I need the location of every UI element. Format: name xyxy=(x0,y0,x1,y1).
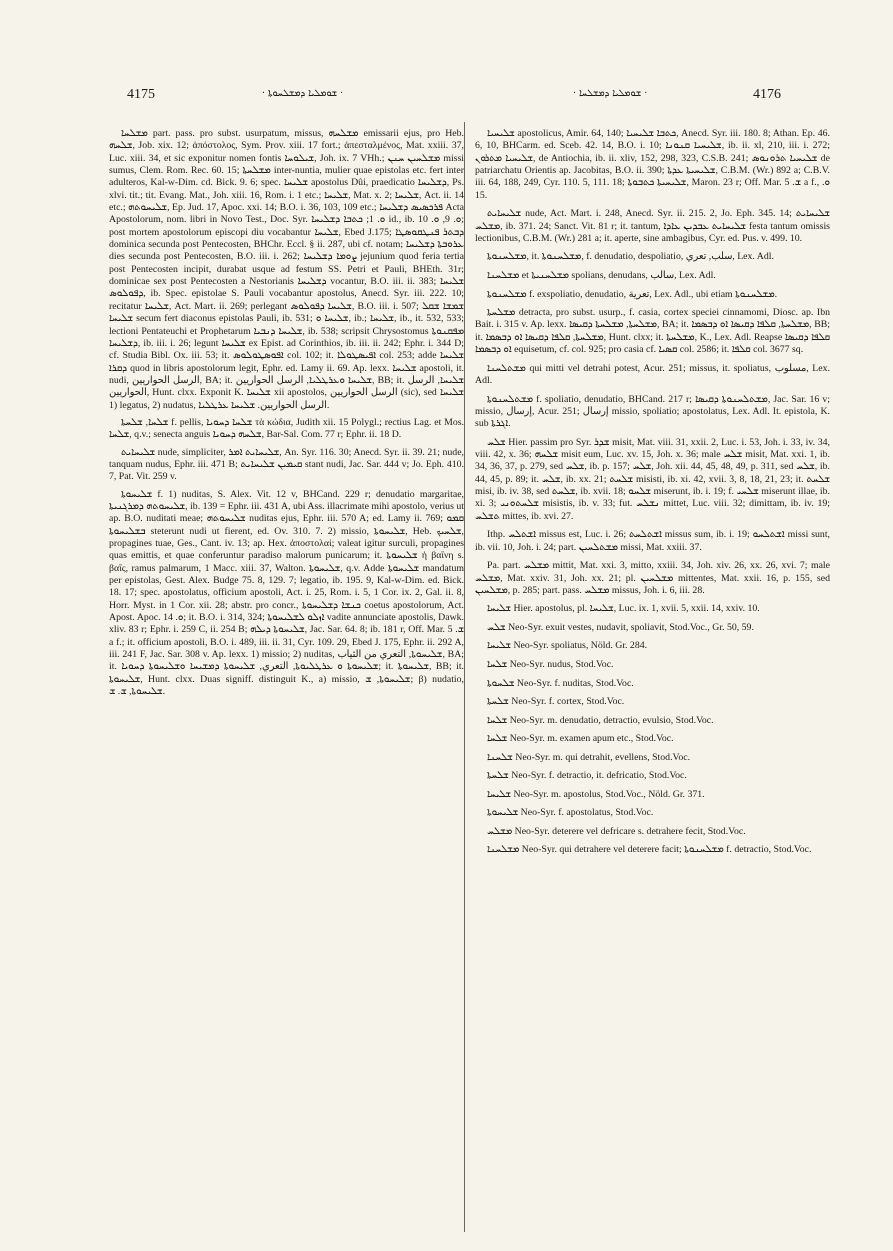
page-header xyxy=(0,0,893,102)
column-divider xyxy=(464,122,465,1232)
entry-paragraph: ܫܠܝܚܐ Hier. apostolus, pl. ܫܠܝܚܐ, Luc. ix. 1, xvii. 5, xxii. 14, xxiv. 10. xyxy=(487,603,760,615)
entry-paragraph: ܫܠܚܬܐ Neo-Syr. f. cortex, Stod.Voc. xyxy=(487,696,625,708)
left-column xyxy=(109,128,464,1233)
entry-paragraph: Ithp. ܐܫܬܠܚ missus est, Luc. i. 26; ܐܫܬܠܚܬ missus sum, ib. i. 19; ܐܫܬܠܚܘ missi sunt, ib. vii. 10, Joh. i. 24; part. ܡܫܬܠܚܝܢ missi, Mat. xxiii. 37. xyxy=(475,529,830,553)
entry-paragraph: ܡܫܬܠܚܢܐ qui mitti vel detrahi potest, Acur. 251; missus, it. spoliatus, مسلوب, Lex. Adl. xyxy=(475,362,830,386)
entry-paragraph: ܫܠܚ Neo-Syr. exuit vestes, nudavit, spoliavit, Stod.Voc., Gr. 50, 59. xyxy=(487,621,754,633)
entry-paragraph: ܡܫܠܚܐ part. pass. pro subst. usurpatum, missus, ܡܫܠܚܗ emissarii ejus, pro Heb. ܫܠܚܗ, Job. xix. 12; ἀπόστολος, Sym. Prov. xiii. 17 fort.; ἀπεσταλμένος, Mat. xxiii. 37, Luc. xiii. 34, et sic exponitur nomen fontis ܫܝܠܘܚܐ, Joh. ix. 7 VHh.; ܡܫܠܚܝܢ ܚܢܢ missi sumus, Clem. Rom. Rec. 60. 15; ܡܫܠܚܬܐ inter-nuntia, mulier quae epistolas etc. fert inter adulteros, Kal-w-Dim. cd. Bick. 9. 6; spec. ܫܠܝܚܐ apostolus Dûi, praedicatio ܕܫܠܝܚܐ, Ps. xlvi. tit.; tit. Evang. Mat., Joh. xiii. 16, Rom. i. 1 etc.; ܫܠܝܚܐ, Mat. x. 2; ܫܠܝܚܐ, Act. ii. 14 etc.; ܫܠܝܚܘܬܗ, Ep. Jud. 17, Apoc. xxi. 14; B.O. i. 36, 103, 109 etc.; ܦܪܟܣܝܣ ܕܫܠܝܚܐ Acta Apostolorum, nom. libri in Novo Test., Doc. Syr. ܘ. 1; ܟܬܒܐ ܕܫܠܝܚܐ id., ib. ܘ. 9, ܘ. 10; post mortem apostolorum episcopi diu vocabantur ܫܠܝܚܐ, Ebed J.175; ܕܒܬܪ ܦܢܛܩܘܣܛܐ dominica secunda post Pentecosten, BHChr. Eccl. § ii. 287, ubi cf. notam; ܥܪܘܒܬܐ ܕܫܠܝܚܐ dies secunda post Pentecosten, B.O. iii. i. 262; ܨܘܡܐ ܕܫܠܝܚܐ jejunium quod feria tertia post Pentecosten incipit, durabat usque ad festum SS. Petri et Pauli, BHEth. 31r; dominicae sex post Pentecosten a Nestorianis ܕܫܠܝܚܐ vocantur, B.O. iii. ii. 383; ܫܠܝܚܐ ܕܦܘܠܘܣ, ib. Spec. epistolae S. Pauli vocabantur apostolus, Anecd. Syr. iii. 222. 10; recitatur ܫܠܝܚܐ, Act. Mart. ii. 269; perlegant ܫܠܝܚܐ ܕܦܘܠܘܣ, B.O. iii. i. 507; ܫܡܫܐ ܫܩܠ ܫܠܝܚܐ secum fert diaconus epistolas Pauli, ib. 531; ܫܠܝܚܐ ܘ, ib.; ܫܠܝܚܐ, ib., it. 532, 533; lectioni Pentateuchi et Prophetarum ܫܠܝܚܐ ܕܢܒܝܐ, ib. 538; scripsit Chrysostomus ܡܦܩܢܘܬܐ ܕܫܠܝܚܐ, ib. iii. i. 26; legunt ܫܠܝܚܐ ex Epist. ad Corinthios, ib. iii. ii. 242; Ephr. i. 344 D; cf. Studia Bibl. Ox. iii. 53; it. ܐܦܘܣܛܘܠܘܣ col. 102; it. ܐܦܝܣܛܘܠܐ col. 253; adde ܫܠܝܚܐ ܕܩܪܐ quod in libris apostolorum legit, Ephr. ed. Lamy ii. 69. Ap. lexx. ܫܠܝܚܐ apostoli, it. nudi, الرسل الحواريين, BA; it. ܫܠܝܚܐ ܘܥܪܛܠܝܐ, الرسل الحواريين, BB; it. ܫܠܝܚܐ, الرسل الحواريين, Hunt. clxx. Exponit K. ܫܠܝܚܐ xii apostolos, الرسل الحواريين (sic), sed ܫܠܝܚܐ 1) legatus, 2) nudatus, الرسل الحواريين. ܫܠܝܚܐ ܥܪܛܠܝܐ. xyxy=(109,128,464,411)
entry-paragraph: ܫܠܚܐ Neo-Syr. m. denudatio, detractio, evulsio, Stod.Voc. xyxy=(487,714,714,726)
entry-paragraph: ܡܫܠܚܢܘܬܐ f. exspoliatio, denudatio, تعرية, Lex. Adl., ubi etiam ܡܫܠܚܢܘܬܐ. xyxy=(487,288,778,300)
entry-paragraph: ܫܠܝܚܐܝܬ nude, simpliciter, ܫܠܝܚܐܝܬ ܐܡܪ, An. Syr. 116. 30; Anecd. Syr. ii. 39. 21; nude, tanquam nudus, Ephr. iii. 471 B; ܩܝܡܝܢ ܫܠܝܚܐܝܬ stant nudi, Jac. Sar. 444 v; Jo. Eph. 410. 7, Pat. Vit. 259 v. xyxy=(109,446,464,483)
entry-paragraph: ܫܠܚܘܬܐ Neo-Syr. f. nuditas, Stod.Voc. xyxy=(487,677,634,689)
entry-paragraph: ܫܠܝܚܘܬܐ Neo-Syr. f. apostolatus, Stod.Voc. xyxy=(487,807,654,819)
right-column xyxy=(475,128,830,1233)
page-number-left: 4175 xyxy=(127,87,155,102)
entry-paragraph: ܫܠܝܚܐ Neo-Syr. m. apostolus, Stod.Voc., Nöld. Gr. 371. xyxy=(487,788,705,800)
entry-paragraph: ܫܠܚܐ Neo-Syr. nudus, Stod.Voc. xyxy=(487,659,614,670)
running-head-right: · ܫܘܡܠܝܐ ܕܡܫܠܚܐ · xyxy=(573,88,648,99)
entry-paragraph: ܡܫܠܚܢܐ Neo-Syr. qui detrahere vel deterere facit; ܡܫܠܚܢܘܬܐ f. detractio, Stod.Voc. xyxy=(487,844,812,856)
page-number-right: 4176 xyxy=(753,87,781,102)
entry-paragraph: ܫܠܚܢܐ Neo-Syr. m. qui detrahit, evellens, Stod.Voc. xyxy=(487,751,691,763)
entry-paragraph: ܡܫܠܚܢܐ et ܡܫܠܚܢܝܬܐ spolians, denudans, سالب, Lex. Adl. xyxy=(487,270,716,281)
entry-paragraph: ܡܫܠܚܢܘܬܐ, it. ܡܫܠܚܢܘܬܐ, f. denudatio, despoliatio, سلب, تعري, Lex. Adl. xyxy=(487,251,774,263)
entry-paragraph: ܡܫܠܚܬܐ detracta, pro subst. usurp., f. casia, cortex speciei cinnamomi, Diosc. ap. Ibn Bait. i. 315 v. Ap. lexx. ܡܫܠܚܬܐ, ܡܫܠܚܬܐ ܕܩܝܣܐ, BA; it. ܡܫܠܚܬܐ, ܩܠܦܐ ܕܩܝܣܐ ܐܘ ܕܒܣܡܐ, BB; it. ܡܫܠܚܬܐ, ܩܠܦܐ ܕܩܝܣܐ ܐܘ ܕܒܣܡܐ, Hunt. clxx; it. ܡܫܠܚܬܐ, K., Lex. Adl. Reapse ܩܠܦܐ ܕܩܝܣܐ ܐܘ ܕܒܣܡܐ equisetum, cf. col. 925; pro casia cf. ܩܣܝܐ col. 2586; it. ܩܠܦܐ col. 3677 sq. xyxy=(475,307,830,356)
entry-paragraph: ܫܠܝܚܘܬܐ f. 1) nuditas, S. Alex. Vit. 12 v, BHCand. 229 r; denudatio margaritae, ܫܠܝܚܘܬܗ ܕܡܪܓܢܝܬܐ, ib. 139 = Ephr. iii. 431 A, ubi Ass. illacrimate mihi apostolo, verius ut ap. B.O. nuditati meae; ܫܠܝܚܘܬܗ nuditas ejus, Ephr. iii. 570 A; ed. Lamy ii. 769; ܩܡܘ ܒܫܠܝܚܘܬܐ steterunt nudi ut fierent, ed. Ov. 310. 7. 2) missio, ܫܠܝܚܘܬܐ, Heb. ܫܠܚܝܟ, propagines tuae, Ges., Cant. iv. 13; ap. Hex. ἀποστολαί; valeat igitur surculi, propagines quas emittis, et quae conferuntur paradiso malorum punicarum; it. ܫܠܝܚܘܬܐ ἡ βαΐνη s. βαΐς, ramus palmarum, 1 Macc. xiii. 37, Walton. ܫܠܝܚܘܬܐ, q.v. Adde ܫܠܝܚܘܬܐ mandatum per epistolas, Gest. Alex. Budge 75. 8, 129. 7; legatio, ib. 195. 9, Kal-w-Dim. ed. Bick. 18. 17; spec. apostolatus, officium apostoli, Act. i. 25, Rom. i. 5, 1 Cor. ix. 2, Gal. ii. 8, Horr. Myst. in 1 Cor. xii. 28; abstr. pro concr., ܟܢܫܐ ܕܫܠܝܚܘܬܐ coetus apostolorum, Act. Apost. Apoc. ܘ. 14; it. B.O. i. 314, 324; ܐܙܠܘ ܠܫܠܝܚܘܬܐ vadite annunciate apostolis, Dawk. xliv. 83 r; Ephr. i. 259 C, ii. 254 B; ܫܠܝܚܘܬܐ ܕܝܠܗ, Jac. Sar. 64. 8; ib. 181 r, Off. Mar. ܫ. 5 a f.; it. officium apostoli, B.O. i. 489, iii. ii. 31, Cyr. 109. 29, Ebed J. 175, Ephr. ii. 292 A, iii. 241 F, Jac. Sar. 308 v. Ap. lexx. 1) missio; 2) nuditas, ܫܠܝܚܘܬܐ, التعري من الثياب, BA; it. ܫܠܝܚܘܬܐ ܘ ܥܪܛܠܝܘܬܐ, التعري, ܫܠܝܚܘܬܐ ܕܡܫܝܚܐ ܘܫܠܝܚܘܬܐ ܕܚܘܝܐ; it. ܫܠܝܚܘܬܐ, BB; it. ܫܠܝܚܘܬܐ, Hunt. clxx. Duas signiff. distinguit K., a) missio, ܫܠܝܚܘܬܐ, ܫ; β) nudatio, ܫܠܝܚܘܬܐ, ܫ. ܫ. xyxy=(109,488,464,698)
entry-paragraph: ܫܠܝܚܐ Neo-Syr. spoliatus, Nöld. Gr. 284. xyxy=(487,640,648,652)
entry-paragraph: ܡܫܬܠܚܢܘܬܐ f. spoliatio, denudatio, BHCand. 217 r; ܡܫܬܠܚܢܘܬܐ ܕܩܝܣܐ, Jac. Sar. 16 v; missio, إرسال, Acur. 251; إرسال missio, spoliatio; apostolatus, Lex. Adl. It. epistola, K. sub ܐܓܪܬܐ. xyxy=(475,393,830,430)
entry-paragraph: Pa. part. ܡܫܠܚ mittit, Mat. xxi. 3, mitto, xxiii. 34, Joh. xiv. 26, xx. 26, xvi. 7; male ܡܫܠܚ, Mat. xxiv. 31, Joh. xx. 21; pl. ܡܫܠܚܝܢ mittentes, Mat. xxii. 16, p. 155, sed ܡܫܠܚܝܢ, p. 285; part. pass. ܡܫܠܚ missus, Joh. i. 6, iii. 28. xyxy=(475,560,830,596)
entry-paragraph: ܫܠܚܐ, ܫܠܚܬܐ f. pellis, ܫܠܚܐ ܕܚܘܝܐ τὰ κώδια, Judith xii. 15 Polygl.; rectius Lag. et Mos. ܫܠܚܐ, q.v.; senecta anguis ܫܠܚܗ ܕܚܘܝܐ, Bar-Sal. Com. 77 r; Ephr. ii. 18 D. xyxy=(109,416,464,441)
entry-paragraph: ܫܠܚ Hier. passim pro Syr. ܫܕܪ misit, Mat. viii. 31, xxii. 2, Luc. i. 53, Joh. i. 33, iv. 34, viii. 42, x. 36; ܫܠܚܗ misit eum, Luc. xv. 15, Joh. x. 36; male ܫܠܚ misit, Mat. xxi. 1, ib. 34, 36, 37, p. 279, sed ܫܠܚ, ib. p. 157; ܫܠܚ, Joh. xii. 44, 45, 48, 49, p. 311, sed ܫܠܚ, ib. 44, 45, p. 89; it. ܫܠܚ, ib. xx. 21; ܫܠܚܬ misisti, ib. xi. 42, xvii. 3, 8, 18, 21, 23; it. ܫܠܚܬ misi, ib. iv. 38, sed ܫܠܚܬ, ib. xvii. 18; ܫܠܚܘ miserunt, ib. i. 19; f. ܫܠܚܝ miserunt illae, ib. xi. 3; ܫܠܚܬܘܢܝ misistis, ib. v. 33; fut. ܢܫܠܚ mittet, Luc. viii. 32; dimittam, ib. iv. 19; ܬܫܠܚ mittes, ib. xvi. 27. xyxy=(475,436,830,522)
entry-paragraph: ܫܠܚܐ Neo-Syr. m. examen apum etc., Stod.Voc. xyxy=(487,733,674,745)
entry-paragraph: ܡܫܠܚ Neo-Syr. deterere vel defricare s. detrahere fecit, Stod.Voc. xyxy=(487,825,746,837)
running-head-left: · ܫܘܡܠܝܐ ܕܡܫܠܚܘܬܐ · xyxy=(262,88,344,99)
entry-paragraph: ܫܠܝܚܐܝܬ nude, Act. Mart. i. 248, Anecd. Syr. ii. 215. 2, Jo. Eph. 345. 14; ܫܠܝܚܐܝܬ ܡܫܠܚ, ib. 371. 24; Sanct. Vit. 81 r; it. tantum, ܫܠܝܚܐܝܬ ܥܒܕܝܢ ܥܐܕܐ festa tantum omissis lectionibus, C.B.M. (Wr.) 281 a; it. aperte, sine ambagibus, Cyr. ed. Pus. v. 499. 10. xyxy=(475,208,830,244)
entry-paragraph: ܫܠܚܬܐ Neo-Syr. f. detractio, it. defricatio, Stod.Voc. xyxy=(487,770,687,782)
entry-paragraph: ܫܠܝܚܝܐ apostolicus, Amir. 64, 140; ܟܬܒܐ ܫܠܝܚܝܐ, Anecd. Syr. iii. 180. 8; Athan. Ep. 46. 6, 10, BHCarm. ed. Sceb. 42. 14, B.O. i. 10; ܫܠܝܚܝܐ ܩܢܘܢܐ, ib. ii. xl, 210, iii. i. 272; ܫܠܝܚܝܐ ܡܬܪܘܢ, de Antiochia, ib. ii. xliv, 152, 298, 323, C.S.B. 241; ܫܠܝܚܝܐ ܬܪܘܢܘܣ de patriarchatu Orientis ap. Jacobitas, B.O. ii. 390; ܫܠܝܚܝܬܐ ܥܕܬܐ, C.B.M. (Wr.) 892 a; C.B.V. iii. 64, 188, 249, Cyr. 110. 5, 111. 18; ܫܠܝܚܝܬܐ ܟܬܒܘܬܐ, Maron. 23 r; Off. Mar. ܫ. 5 a f., ܘ. 15. xyxy=(475,128,830,201)
